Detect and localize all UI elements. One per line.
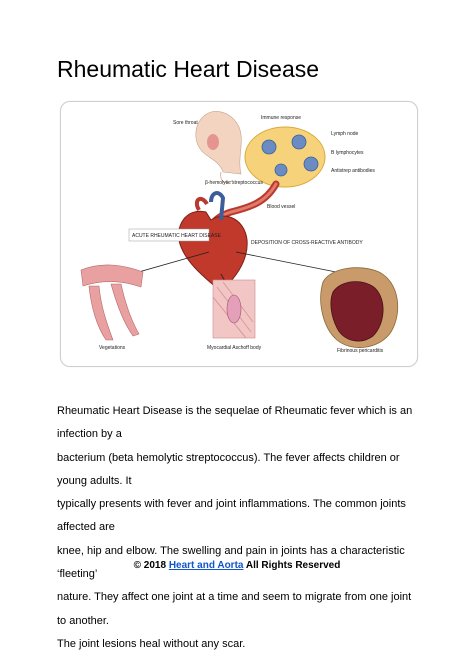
- b-lymphocyte: [304, 157, 318, 171]
- label-sore-throat: Sore throat: [173, 120, 198, 126]
- lymph-node-illustration: [245, 127, 325, 187]
- label-lymph-node: Lymph node: [331, 131, 359, 137]
- head-illustration: [196, 112, 242, 183]
- b-lymphocyte: [262, 140, 276, 154]
- body-line: knee, hip and elbow. The swelling and pain in joints has a characteristic ‘fleeting’: [57, 544, 405, 581]
- b-lymphocyte: [275, 164, 287, 176]
- label-vegetations: Vegetations: [99, 345, 126, 351]
- label-strep: β-hemolytic streptococcus: [205, 180, 263, 186]
- label-aschoff: Myocardial Aschoff body: [207, 345, 262, 351]
- footer-prefix: © 2018: [133, 560, 169, 571]
- body-paragraph: [57, 400, 422, 656]
- figure-illustration: [61, 102, 417, 366]
- body-line: nature. They affect one joint at a time and seem to migrate from one joint to another.: [57, 591, 412, 627]
- page-title: Rheumatic Heart Disease: [57, 56, 320, 82]
- label-deposition: DEPOSITION OF CROSS-REACTIVE ANTIBODY: [251, 240, 363, 246]
- aschoff-body-illustration: [213, 280, 255, 338]
- label-b-lymphocytes: B lymphocytes: [331, 150, 364, 156]
- pericarditis-illustration: [321, 268, 398, 348]
- vegetations-illustration: [81, 265, 143, 340]
- body-line: Rheumatic Heart Disease is the sequelae of Rheumatic fever which is an infection by a: [57, 405, 413, 441]
- footer-suffix: All Rights Reserved: [243, 560, 341, 571]
- b-lymphocyte: [292, 135, 306, 149]
- label-acute-rhd: ACUTE RHEUMATIC HEART DISEASE: [132, 233, 221, 239]
- rhd-pathogenesis-figure: [60, 101, 418, 367]
- label-pericarditis: Fibrinous pericarditis: [337, 348, 384, 354]
- heart-and-aorta-link[interactable]: Heart and Aorta: [168, 560, 244, 571]
- label-blood-vessel: Blood vessel: [267, 204, 296, 210]
- body-line: The joint lesions heal without any scar.: [57, 637, 246, 650]
- label-immune-response: Immune response: [261, 115, 302, 121]
- label-antistrep: Antistrep antibodies: [331, 168, 375, 174]
- body-line: typically presents with fever and joint inflammations. The common joints affected are: [57, 498, 406, 534]
- body-line: bacterium (beta hemolytic streptococcus). The fever affects children or young adults. It: [57, 451, 400, 487]
- footer: [0, 560, 474, 571]
